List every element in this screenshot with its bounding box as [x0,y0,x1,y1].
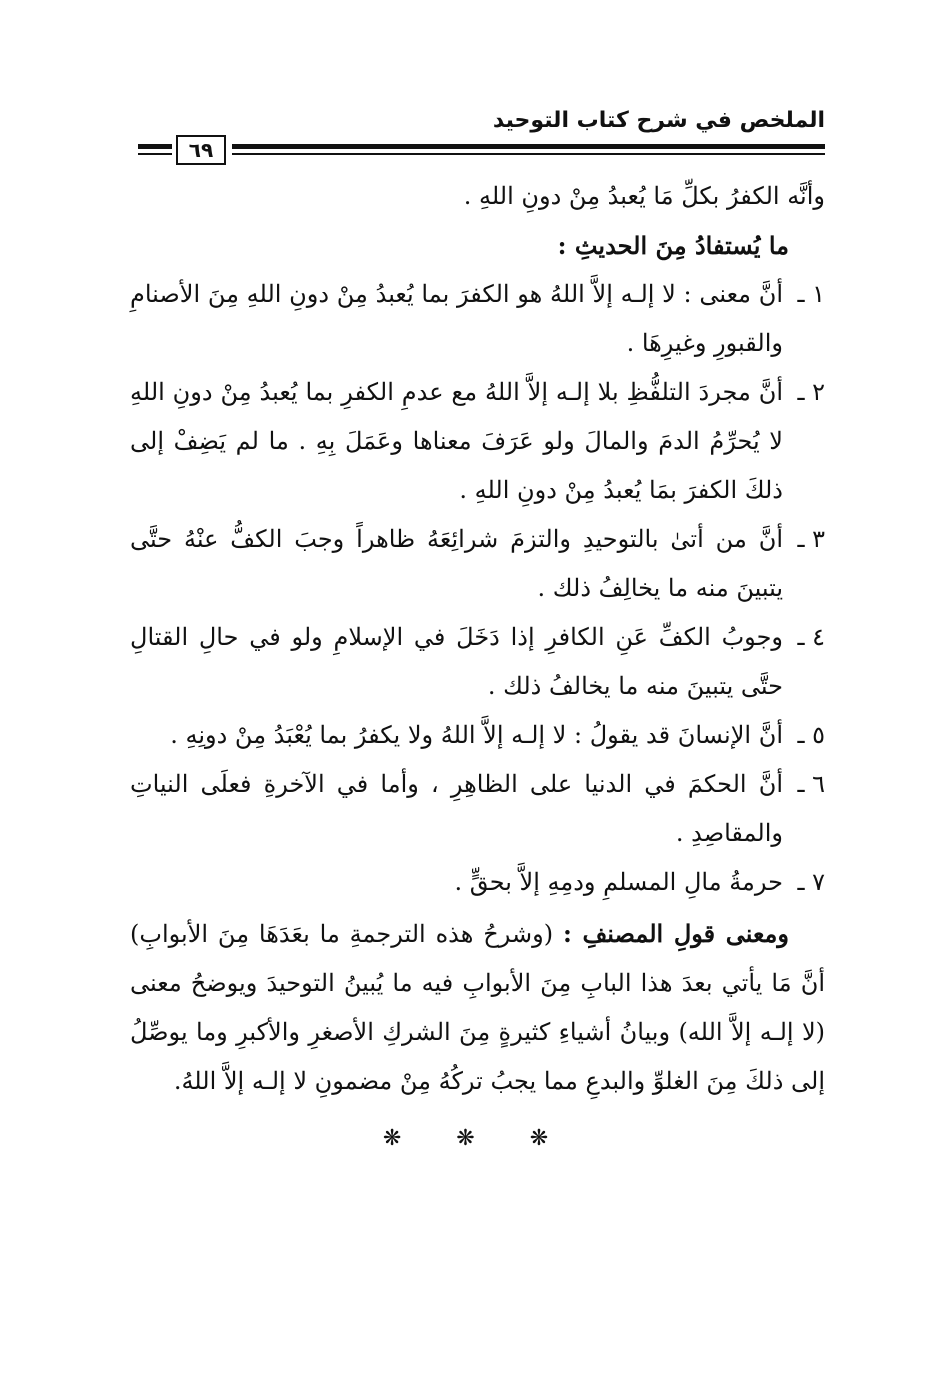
list-item-number: ٣ ـ [797,525,825,553]
list-item-number: ٢ ـ [797,378,825,406]
list-item [130,613,825,711]
page-body [130,172,825,1163]
list-item-number: ٥ ـ [797,721,825,749]
list-item-text: أنَّ من أتىٰ بالتوحيدِ والتزمَ شرائِعَهُ ظاهراً وجبَ الكفُّ عنْهُ حتَّى يتبينَ منه ما يخالِفُ ذلك . [130,525,783,602]
list-item [130,858,825,907]
closing-text: (وشرحُ هذه الترجمةِ ما بعَدَهَا مِنَ الأبوابِ) أنَّ مَا يأتي بعدَ هذا البابِ مِنَ الأبوابِ فيه ما يُبينُ التوحيدَ ويوضحُ معنى (لا إلـه إلاَّ الله) وبيانُ أشياءِ كثيرةٍ مِنَ الشركِ الأصغرِ والأكبرِ وما يوصِّلُ إلى ذلكَ مِنَ الغلوِّ والبدعِ مما يجبُ تركُهُ مِنْ مضمونِ لا إلـه إلاَّ اللهُ. [130,920,825,1095]
list-item-text: أنَّ الحكمَ في الدنيا على الظاهِرِ ، وأما في الآخرةِ فعلَى النياتِ والمقاصِدِ . [130,770,783,847]
list-item [130,270,825,368]
header-rule-left-thick [138,144,172,149]
section-separator: ❋ ❋ ❋ [382,1126,573,1151]
intro-line: وأنَّه الكفرُ بكلِّ مَا يُعبدُ مِنْ دونِ اللهِ . [463,182,825,210]
list-item-text: أنَّ معنى : لا إلـه إلاَّ اللهُ هو الكفرَ بما يُعبدُ مِنْ دونِ اللهِ مِنَ الأصنامِ والقبورِ وغيرِهَا . [130,280,783,357]
header-rule-thin [232,153,825,155]
page-number: ٦٩ [176,135,226,165]
list-item-text: وجوبُ الكفِّ عَنِ الكافرِ إذا دَخَلَ في الإسلامِ ولو في حالِ القتالِ حتَّى يتبينَ منه ما يخالفُ ذلك . [130,623,783,700]
list-item-number: ٧ ـ [797,868,825,896]
list-item [130,368,825,515]
list-item-text: أنَّ الإنسانَ قد يقولُ : لا إلـه إلاَّ اللهُ ولا يكفرُ بما يُعْبَدُ مِنْ دونِهِ . [170,721,783,749]
list-item-number: ٦ ـ [797,770,825,798]
section-subheading: ما يُستفادُ مِنَ الحديثِ : [557,231,789,260]
closing-paragraph [130,909,825,1106]
closing-lead: ومعنى قولِ المصنفِ : [563,919,789,948]
header-rule-thick [232,144,825,149]
list-item [130,760,825,858]
header-rule-left-thin [138,153,172,155]
list-item-number: ٤ ـ [797,623,825,651]
list-item-text: حرمةُ مالِ المسلمِ ودمِهِ إلاَّ بحقٍّ . [454,868,783,896]
running-header-title: الملخص في شرح كتاب التوحيد [492,108,825,133]
list-item-text: أنَّ مجردَ التلفُّظِ بلا إلـه إلاَّ اللهُ مع عدمِ الكفرِ بما يُعبدُ مِنْ دونِ اللهِ لا يُحرِّمُ الدمَ والمالَ ولو عَرَفَ معناها وعَمَلَ بِهِ . ما لم يَضِفْ إلى ذلكَ الكفرَ بمَا يُعبدُ مِنْ دونِ اللهِ . [130,378,783,504]
list-item [130,711,825,760]
list-item [130,515,825,613]
list-item-number: ١ ـ [797,280,825,308]
